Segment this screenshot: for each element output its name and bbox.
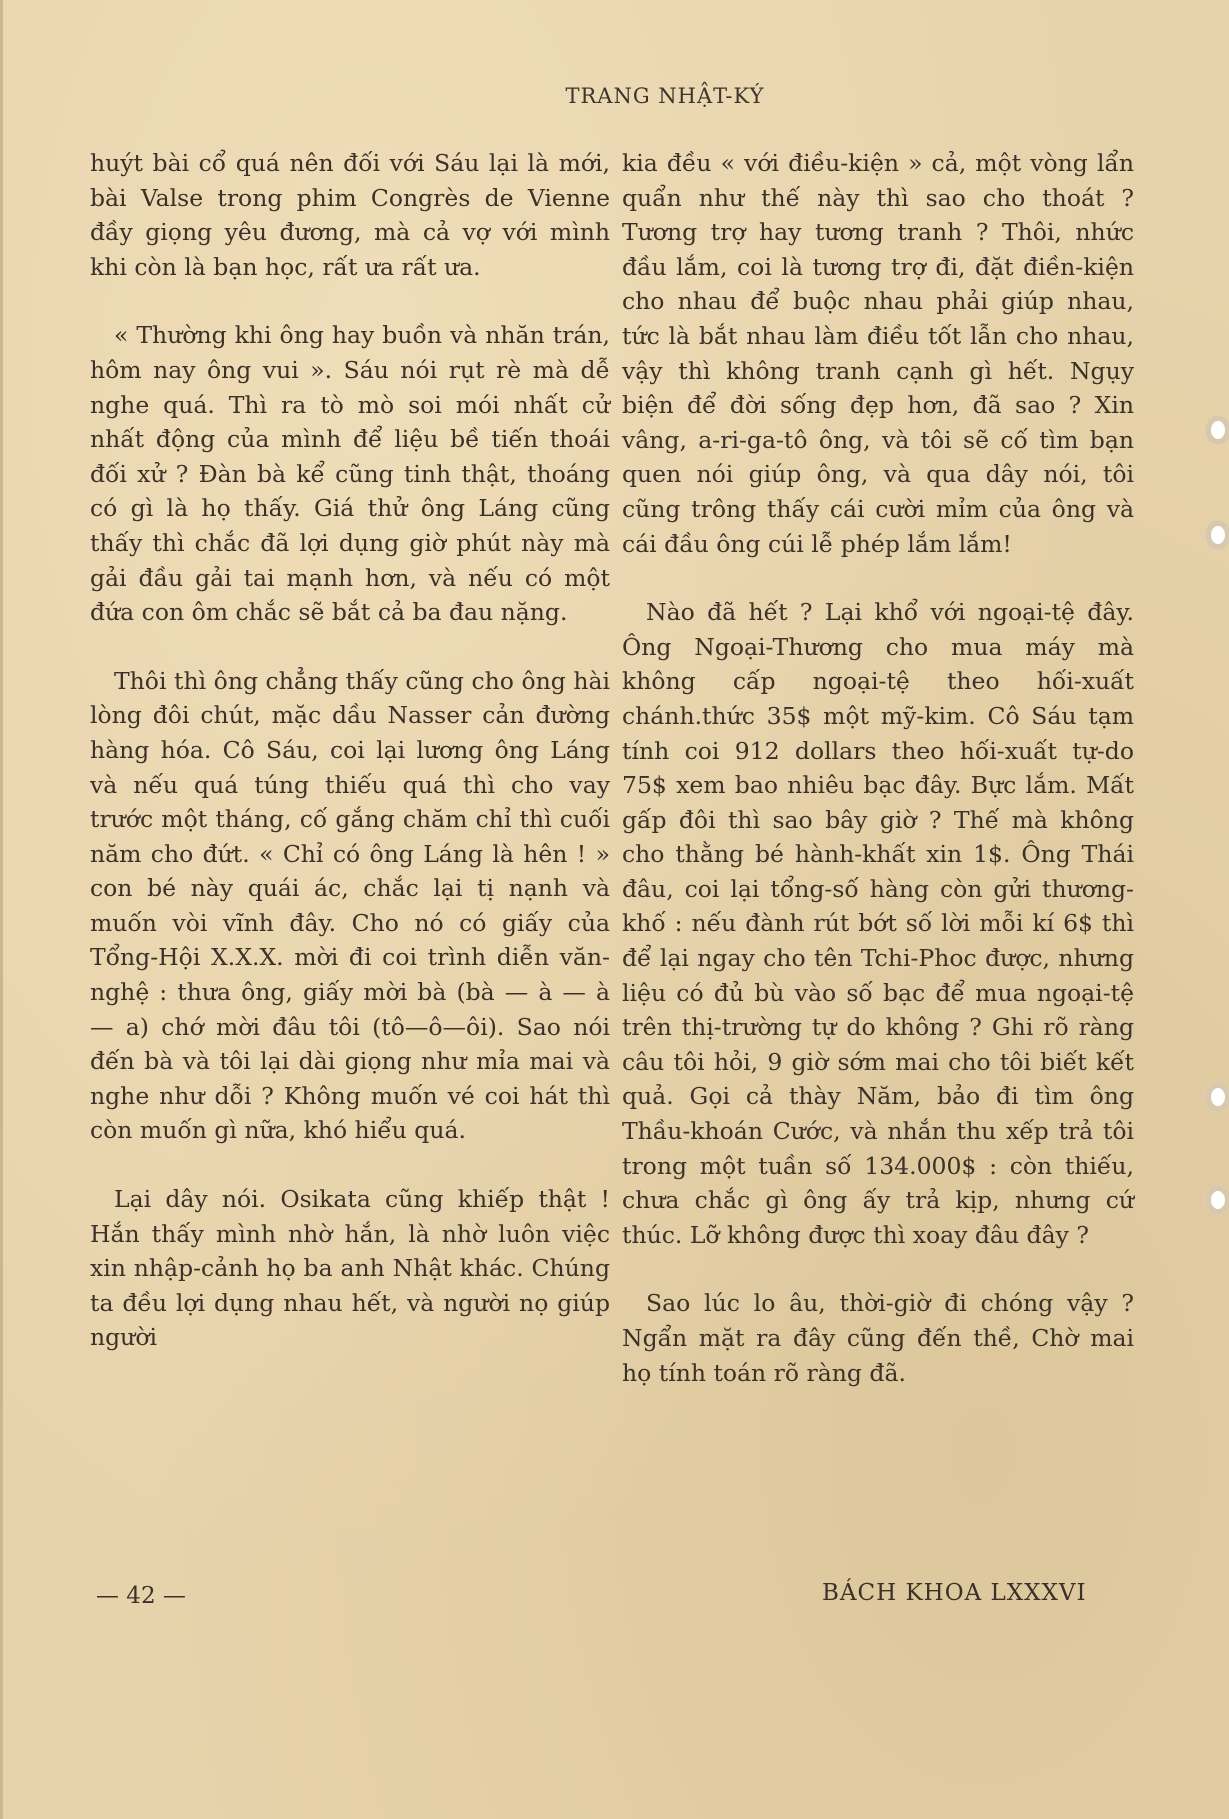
right-column xyxy=(622,146,1134,1424)
running-header: TRANG NHẬT-KÝ xyxy=(565,84,765,108)
publication-title: BÁCH KHOA LXXXVI xyxy=(822,1580,1087,1606)
page-number: — 42 — xyxy=(96,1583,186,1609)
left-column xyxy=(90,146,610,1389)
paragraph: huýt bài cổ quá nên đối với Sáu lại là mới, bài Valse trong phim Congrès de Vienne đầy giọng yêu đương, mà cả vợ với mình khi còn là bạn học, rất ưa rất ưa. xyxy=(90,149,610,281)
paragraph: kia đều « với điều-kiện » cả, một vòng lẩn quẩn như thế này thì sao cho thoát ? Tương trợ hay tương tranh ? Thôi, nhức đầu lắm, coi là tương trợ đi, đặt điền-kiện cho nhau để buộc nhau phải giúp nhau, tức là bắt nhau làm điều tốt lẫn cho nhau, vậy thì không tranh cạnh gì hết. Ngụy biện để đời sống đẹp hơn, đã sao ? Xin vâng, a-ri-ga-tô ông, và tôi sẽ cố tìm bạn quen nói giúp ông, và qua dây nói, tôi cũng trông thấy cái cười mỉm của ông và cái đầu ông cúi lễ phép lắm lắm! xyxy=(622,149,1134,558)
page-edge xyxy=(0,0,3,1819)
paragraph: « Thường khi ông hay buồn và nhăn trán, hôm nay ông vui ». Sáu nói rụt rè mà dễ nghe quá. Thì ra tò mò soi mói nhất cử nhất động của mình để liệu bề tiến thoái đối xử ? Đàn bà kể cũng tinh thật, thoáng có gì là họ thấy. Giá thử ông Láng cũng thấy thì chắc đã lợi dụng giờ phút này mà gải đầu gải tai mạnh hơn, và nếu có một đứa con ôm chắc sẽ bắt cả ba đau nặng. xyxy=(90,321,610,627)
binding-hole-icon xyxy=(1205,1082,1229,1112)
binding-hole-icon xyxy=(1205,520,1229,550)
paragraph: Nào đã hết ? Lại khổ với ngoại-tệ đây. Ông Ngoại-Thương cho mua máy mà không cấp ngoại-tệ theo hối-xuất chánh.thức 35$ một mỹ-kim. Cô Sáu tạm tính coi 912 dollars theo hối-xuất tự-do 75$ xem bao nhiêu bạc đây. Bực lắm. Mất gấp đôi thì sao bây giờ ? Thế mà không cho thằng bé hành-khất xin 1$. Ông Thái đâu, coi lại tổng-số hàng còn gửi thương-khố : nếu đành rút bớt số lời mỗi kí 6$ thì để lại ngay cho tên Tchi-Phoc được, nhưng liệu có đủ bù vào số bạc để mua ngoại-tệ trên thị-trường tự do không ? Ghi rõ ràng câu tôi hỏi, 9 giờ sớm mai cho tôi biết kết quả. Gọi cả thày Năm, bảo đi tìm ông Thầu-khoán Cước, và nhắn thu xếp trả tôi trong một tuần số 134.000$ : còn thiếu, chưa chắc gì ông ấy trả kịp, nhưng cứ thúc. Lỡ không được thì xoay đâu đây ? xyxy=(622,598,1134,1249)
binding-hole-icon xyxy=(1205,415,1229,445)
paragraph: Sao lúc lo âu, thời-giờ đi chóng vậy ? Ngẩn mặt ra đây cũng đến thề, Chờ mai họ tính toán rõ ràng đã. xyxy=(622,1289,1134,1387)
paragraph: Thôi thì ông chẳng thấy cũng cho ông hài lòng đôi chút, mặc dầu Nasser cản đường hàng hóa. Cô Sáu, coi lại lương ông Láng và nếu quá túng thiếu quá thì cho vay trước một tháng, cố gắng chăm chỉ thì cuối năm cho đứt. « Chỉ có ông Láng là hên ! » con bé này quái ác, chắc lại tị nạnh và muốn vòi vĩnh đây. Cho nó có giấy của Tổng-Hội X.X.X. mời đi coi trình diễn văn-nghệ : thưa ông, giấy mời bà (bà — à — à — a) chớ mời đâu tôi (tô—ô—ôi). Sao nói đến bà và tôi lại dài giọng như mỉa mai và nghe như dỗi ? Không muốn vé coi hát thì còn muốn gì nữa, khó hiểu quá. xyxy=(90,666,610,1145)
binding-hole-icon xyxy=(1205,1185,1229,1215)
paragraph: Lại dây nói. Osikata cũng khiếp thật ! Hắn thấy mình nhờ hắn, là nhờ luôn việc xin nhập-cảnh họ ba anh Nhật khác. Chúng ta đều lợi dụng nhau hết, và người nọ giúp người xyxy=(90,1185,610,1352)
